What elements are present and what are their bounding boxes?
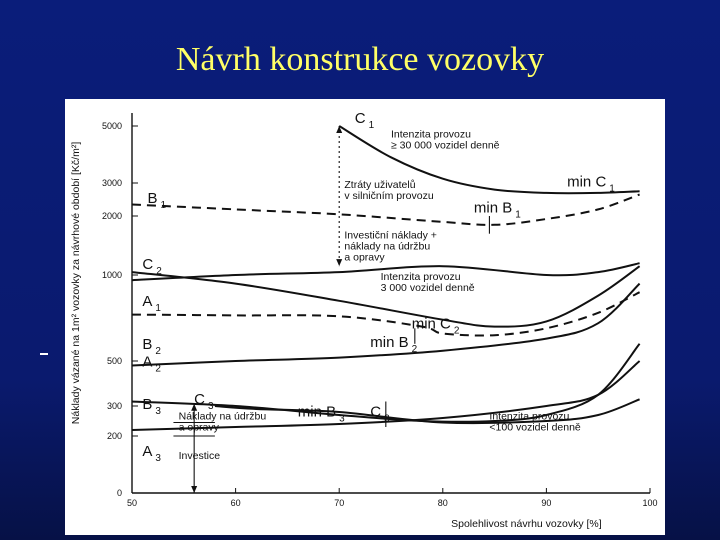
x-tick-label: 50 — [126, 498, 138, 508]
annotation-line: v silničním provozu — [344, 189, 434, 202]
curve-label-subscript: 1 — [160, 199, 167, 211]
x-tick-label: 60 — [230, 498, 241, 508]
curve-label-main: min C — [411, 315, 451, 333]
curve-label — [148, 190, 167, 211]
x-tick-label: 90 — [541, 498, 552, 508]
curve-label-main: A — [142, 353, 153, 371]
curve-label — [142, 396, 161, 417]
chart-figure — [65, 99, 665, 535]
marker-layer — [173, 126, 489, 493]
curve-label-subscript: 2 — [156, 266, 162, 278]
curve-label-subscript: 1 — [609, 183, 615, 195]
label-layer — [142, 110, 615, 464]
annotation-line: Investice — [178, 449, 221, 462]
annotation-text — [179, 450, 221, 462]
annotation-line: Intenzita provozu — [391, 128, 471, 141]
annotation-line: ≥ 30 000 vozidel denně — [391, 139, 500, 152]
arrow-head-down — [191, 486, 197, 493]
annotation-text — [391, 128, 500, 151]
x-axis-title: Spolehlivost návrhu vozovky [%] — [451, 518, 602, 530]
annotation-text — [179, 411, 267, 434]
annotation-text — [489, 411, 581, 434]
stray-dash-marker — [40, 353, 48, 355]
curve-label-main: min B — [370, 334, 409, 352]
curve-label-main: B — [147, 189, 158, 207]
curve-label-main: C — [194, 390, 206, 408]
curve-label-subscript: 2 — [453, 325, 460, 337]
curve-label-subscript: 1 — [155, 302, 161, 314]
slide-title: Návrh konstrukce vozovky — [175, 41, 545, 78]
y-tick-label: 0 — [116, 488, 122, 498]
curve-label-subscript: 3 — [155, 452, 161, 464]
curve-label — [412, 315, 460, 336]
curve-label-subscript: 2 — [155, 363, 161, 375]
curve-label-subscript: 2 — [155, 345, 161, 357]
curve-label — [355, 110, 375, 131]
annotation-line: a opravy — [344, 251, 385, 264]
annotation-text — [344, 179, 433, 202]
y-tick-label: 2000 — [101, 211, 122, 221]
annotation-line: Intenzita provozu — [489, 410, 570, 423]
curve-label — [370, 334, 417, 355]
y-tick-label: 1000 — [101, 270, 122, 280]
y-tick-label: 300 — [106, 401, 122, 411]
y-tick-label: 200 — [106, 431, 122, 441]
curve-label-main: C — [370, 403, 382, 421]
curve-label-subscript: 2 — [411, 344, 418, 356]
curve-label-subscript: 3 — [384, 413, 390, 425]
annotation-line: Ztráty uživatelů — [344, 178, 416, 191]
curve-label-main: A — [142, 292, 153, 310]
series-line-a2 — [132, 284, 640, 366]
y-tick-label: 3000 — [101, 178, 122, 188]
x-tick-label: 80 — [437, 498, 448, 508]
y-tick-label: 500 — [106, 356, 122, 366]
curve-label-subscript: 3 — [339, 413, 345, 425]
annotation-text — [344, 229, 437, 263]
y-axis-title: Náklady vázané na 1m² vozovky za návrhové období [Kč/m²] — [70, 141, 82, 425]
curve-label — [567, 173, 615, 194]
x-tick-label: 70 — [334, 498, 345, 508]
annotation-line: <100 vozidel denně — [489, 421, 581, 434]
annotation-line: 3 000 vozidel denně — [380, 282, 475, 295]
curve-label-main: C — [354, 110, 366, 128]
annotation-text — [381, 271, 475, 294]
x-tick-label: 100 — [642, 498, 658, 508]
curve-label-main: C — [142, 256, 154, 274]
annotation-line: a opravy — [178, 421, 219, 434]
curve-label-subscript: 3 — [155, 406, 161, 417]
curve-label — [194, 391, 214, 412]
curve-label-subscript: 1 — [368, 120, 375, 132]
curve-label-main: B — [142, 335, 153, 353]
curve-label-main: B — [142, 396, 153, 413]
annotation-line: Intenzita provozu — [380, 271, 461, 284]
y-tick-label: 5000 — [101, 121, 122, 131]
annotation-line: náklady na údržbu — [344, 240, 431, 253]
curve-label — [474, 200, 521, 221]
curve-label-main: min C — [567, 173, 607, 191]
curve-label — [142, 293, 161, 314]
curve-label-main: min B — [297, 403, 337, 421]
curve-label-main: min B — [473, 199, 513, 217]
annotation-line: Náklady na údržbu — [178, 410, 267, 423]
curve-label-main: A — [142, 442, 153, 460]
cost-reliability-chart — [65, 99, 665, 535]
curve-label-subscript: 1 — [515, 209, 521, 221]
annotation-line: Investiční náklady + — [344, 229, 437, 242]
curve-label-subscript: 3 — [208, 400, 214, 412]
curve-label — [142, 443, 161, 464]
arrow-head-down — [336, 259, 342, 266]
